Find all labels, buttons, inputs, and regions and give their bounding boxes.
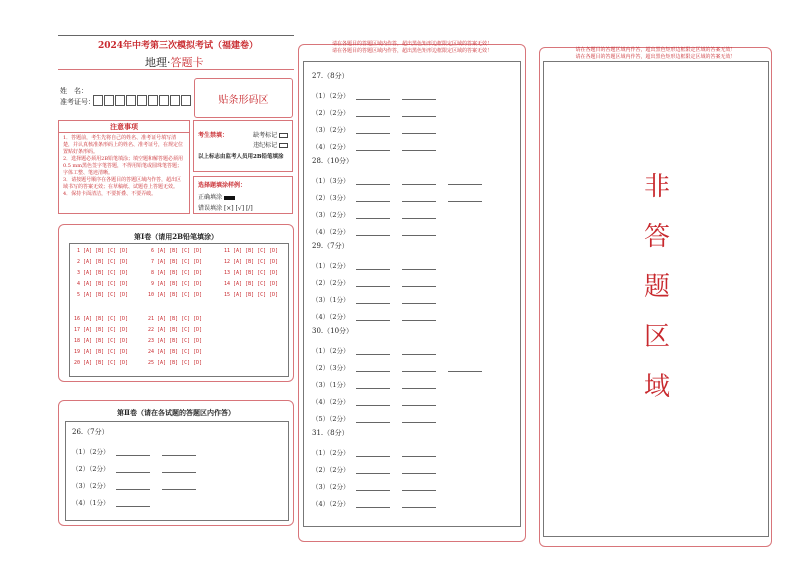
exam-mark-label: 考生禁填： — [198, 132, 229, 139]
correct-fill-label: 正确填涂 — [198, 194, 223, 201]
answer-line[interactable]: （3）（2分） — [312, 474, 512, 491]
answer-line[interactable]: （4）（2分） — [312, 134, 512, 151]
mid-warning-1: 请在各题目的答题区域内作答，超出黑色矩形边框限定区域的答案无效！ — [331, 41, 492, 47]
answer-line[interactable]: （3）（1分） — [312, 287, 512, 304]
answer-line[interactable]: （2）（2分） — [72, 456, 282, 473]
answer-line[interactable]: （3）（1分） — [312, 372, 512, 389]
notice-item: 1．答题前，考生先将自己的姓名、准考证号填写清楚，并认真核准条形码上的姓名、准考证号，在规定位置贴好条形码。 — [63, 135, 184, 155]
section-1 — [58, 224, 294, 382]
mcq-group-2[interactable]: 6 [A] [B] [C] [D] 7 [A] [B] [C] [D] 8 [A] [B] [C] [D] 9 [A] [B] [C] [D] 10 [A] [B] [C] [D] — [148, 248, 203, 298]
section-1-title: 第Ⅰ卷（请用2B铅笔填涂） — [133, 232, 219, 241]
non-answer-char: 区 — [644, 322, 671, 352]
mcq-group-3[interactable]: 11 [A] [B] [C] [D] 12 [A] [B] [C] [D] 13 [A] [B] [C] [D] 14 [A] [B] [C] [D] 15 [A] [B] [C] [D] — [224, 248, 279, 298]
top-rule — [58, 35, 294, 36]
fill-sample-box — [193, 176, 293, 214]
subject-name: 地理 — [145, 56, 167, 69]
answer-line[interactable]: （4）（1分） — [72, 490, 282, 507]
mid-warning-2: 请在各题目的答题区域内作答，超出黑色矩形边框限定区域的答案无效！ — [331, 48, 492, 54]
middle-answer-column — [298, 41, 526, 542]
subject-rule — [58, 69, 294, 70]
right-warning-2: 请在各题目的答题区域内作答，超出黑色矩形边框限定区域的答案无效！ — [575, 54, 736, 60]
question-head: 31.（8分） — [312, 429, 349, 437]
answer-line[interactable]: （5）（2分） — [312, 406, 512, 423]
answer-line[interactable]: （4）（2分） — [312, 304, 512, 321]
answer-line[interactable]: （3）（2分） — [312, 117, 512, 134]
non-answer-label — [644, 162, 670, 412]
id-number-boxes[interactable] — [93, 95, 192, 106]
question-head: 27.（8分） — [312, 72, 349, 80]
answer-line[interactable]: （1）（2分） — [312, 338, 512, 355]
notice-box — [58, 120, 190, 214]
mcq-group-5[interactable]: 21 [A] [B] [C] [D] 22 [A] [B] [C] [D] 23 [A] [B] [C] [D] 24 [A] [B] [C] [D] 25 [A] [B] [C] [D] — [148, 316, 203, 366]
absent-checkbox[interactable] — [279, 133, 288, 138]
non-answer-char: 题 — [644, 272, 671, 302]
answer-line[interactable]: （2）（2分） — [312, 100, 512, 117]
section-2-title: 第Ⅱ卷（请在各试题的答题区内作答） — [117, 408, 235, 417]
non-answer-char: 域 — [644, 372, 671, 402]
non-answer-area — [543, 61, 769, 537]
absent-label: 缺考标记 — [253, 132, 278, 139]
subject-dot: · — [167, 56, 171, 69]
answer-line[interactable]: （1）（2分） — [312, 253, 512, 270]
exam-title: 2024年中考第三次模拟考试（福建卷） — [97, 41, 259, 51]
fill-sample-title: 选择题填涂样例： — [198, 182, 247, 189]
question-head: 28.（10分） — [312, 157, 354, 165]
mcq-group-4[interactable]: 16 [A] [B] [C] [D] 17 [A] [B] [C] [D] 18 [A] [B] [C] [D] 19 [A] [B] [C] [D] 20 [A] [B] [C] [D] — [74, 316, 129, 366]
mid-questions — [303, 61, 521, 527]
answer-line[interactable]: （4）（2分） — [312, 219, 512, 236]
answer-line[interactable]: （1）（2分） — [312, 83, 512, 100]
name-label: 姓 名： — [60, 87, 88, 95]
exam-mark-note: 以上标志由监考人员用2B铅笔填涂 — [198, 154, 284, 160]
subject-title — [145, 54, 204, 70]
wrong-fill-label: 错误填涂 — [198, 205, 223, 212]
answer-line[interactable]: （3）（2分） — [312, 202, 512, 219]
answer-line[interactable]: （4）（2分） — [312, 389, 512, 406]
violation-checkbox[interactable] — [279, 143, 288, 148]
question-head: 30.（10分） — [312, 327, 354, 335]
mcq-group-1[interactable]: 1 [A] [B] [C] [D] 2 [A] [B] [C] [D] 3 [A] [B] [C] [D] 4 [A] [B] [C] [D] 5 [A] [B] [C] [D] — [77, 248, 129, 298]
wrong-fill-marks: [×] [√] [/] — [223, 205, 253, 212]
answer-line[interactable]: （4）（2分） — [312, 491, 512, 508]
subject-sub: 答题卡 — [170, 56, 204, 69]
answer-line[interactable]: （2）（2分） — [312, 457, 512, 474]
notice-title: 注意事项 — [59, 121, 189, 133]
answer-line[interactable]: （1）（3分） — [312, 168, 512, 185]
answer-line[interactable]: （2）（2分） — [312, 270, 512, 287]
answer-line[interactable]: （3）（2分） — [72, 473, 282, 490]
right-warning-1: 请在各题目的答题区域内作答，超出黑色矩形边框限定区域的答案无效！ — [575, 47, 736, 53]
correct-fill-mark — [224, 196, 235, 200]
non-answer-char: 非 — [644, 172, 671, 202]
answer-line[interactable]: （2）（3分） — [312, 185, 512, 202]
notice-item: 2．选择题必须用2B铅笔填涂；填空题和解答题必须用0.5 mm黑色签字笔答题，不得用铅笔或圆珠笔答题；字体工整、笔迹清晰。 — [63, 156, 184, 176]
barcode-area: 贴条形码区 — [194, 78, 293, 118]
answer-line[interactable]: （1）（2分） — [312, 440, 512, 457]
notice-item: 4．保持卡面清洁，不要折叠、不要弄破。 — [63, 191, 157, 197]
q26-head: 26.（7分） — [72, 428, 109, 436]
exam-mark-box — [193, 120, 293, 172]
id-label: 准考证号： — [60, 98, 95, 106]
right-non-answer-column — [539, 47, 772, 547]
mcq-grid — [69, 243, 289, 377]
answer-line[interactable]: （1）（2分） — [72, 439, 282, 456]
notice-item: 3．请按题号顺序在各题目的答题区域内作答，超出区域书写的答案无效；在草稿纸、试题卷上答题无效。 — [63, 177, 182, 190]
q26-answer-box — [65, 421, 289, 521]
non-answer-char: 答 — [644, 222, 671, 252]
notice-body — [59, 133, 189, 200]
violation-label: 违纪标记 — [253, 142, 278, 149]
question-head: 29.（7分） — [312, 242, 349, 250]
section-2 — [58, 400, 294, 526]
answer-line[interactable]: （2）（3分） — [312, 355, 512, 372]
